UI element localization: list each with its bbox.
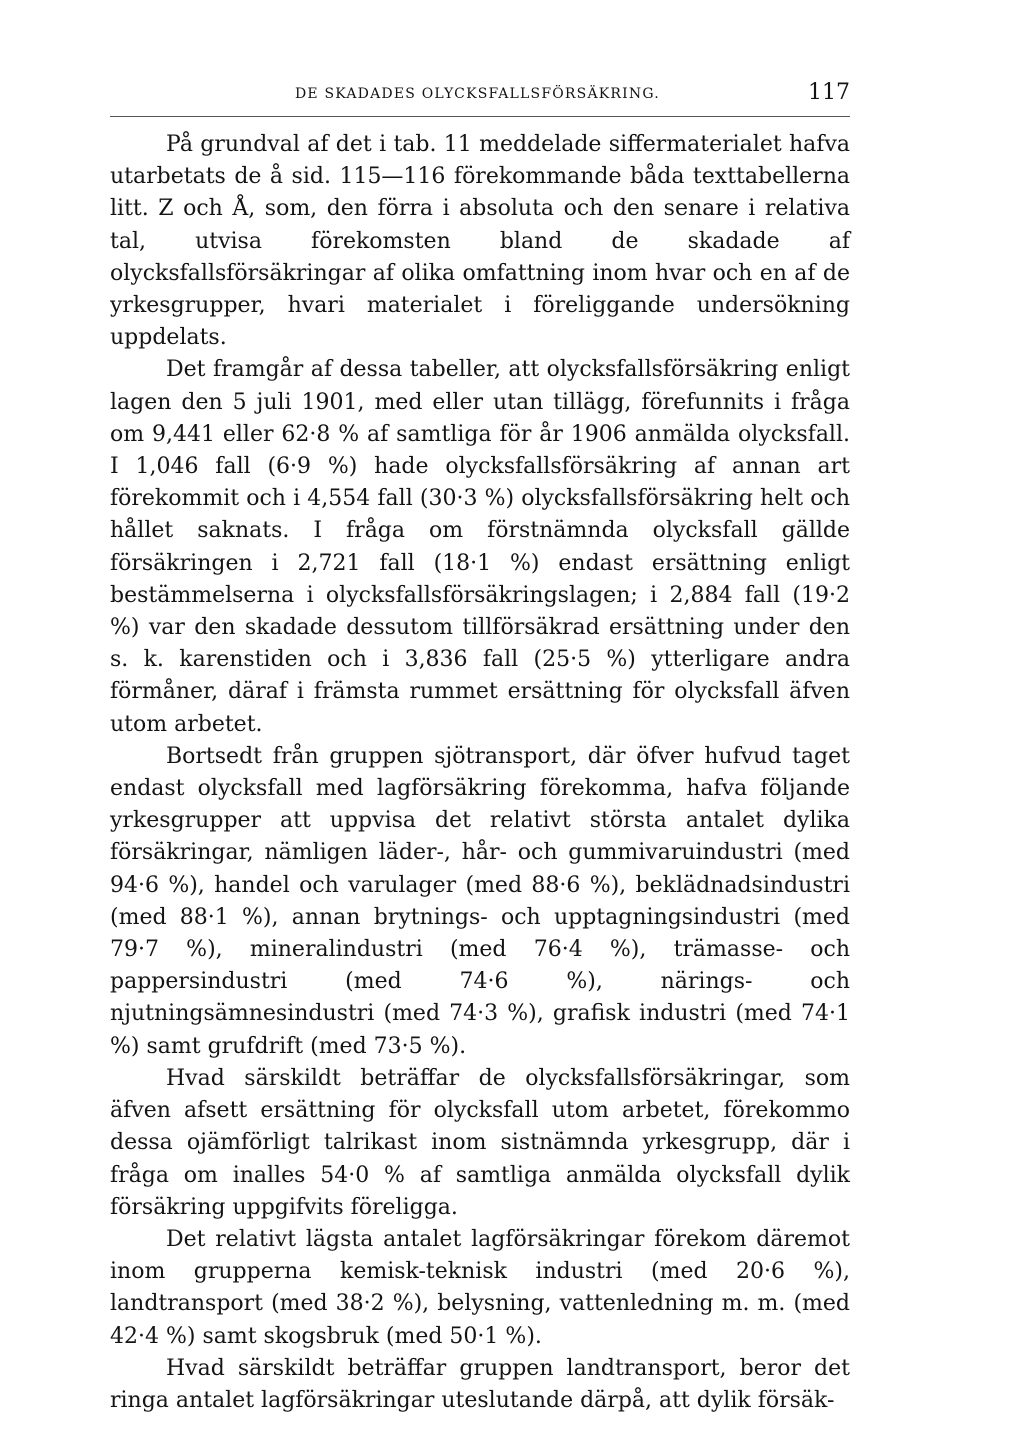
page-header [110,80,850,117]
paragraph: Det relativt lägsta antalet lagförsäkringar förekom däremot inom grupperna kemisk-teknisk industri (med 20·6 %), landtransport (med 38·2 %), belysning, vattenledning m. m. (med 42·4 %) samt skogsbruk (med 50·1 %). [110,1226,850,1349]
paragraph: På grundval af det i tab. 11 meddelade siffermaterialet hafva utarbetats de å sid. 115—116 förekommande båda texttabellerna litt. Z och Å, som, den förra i absoluta och den senare i relativa tal, utvisa förekomsten bland de skadade af olycksfallsförsäkringar af olika omfattning inom hvar och en af de yrkesgrupper, hvari materialet i föreliggande undersökning uppdelats. [110,132,850,351]
paragraph: Det framgår af dessa tabeller, att olycksfallsförsäkring enligt lagen den 5 juli 1901, med eller utan tillägg, förefunnits i fråga om 9,441 eller 62·8 % af samtliga för år 1906 anmälda olycksfall. I 1,046 fall (6·9 %) hade olycksfallsförsäkring af annan art förekommit och i 4,554 fall (30·3 %) olycksfallsförsäkring helt och hållet saknats. I fråga om förstnämnda olycksfall gällde försäkringen i 2,721 fall (18·1 %) endast ersättning enligt bestämmelserna i olycksfallsförsäkringslagen; i 2,884 fall (19·2 %) var den skadade dessutom tillförsäkrad ersättning under den s. k. karenstiden och i 3,836 fall (25·5 %) ytterligare andra förmåner, däraf i främsta rummet ersättning för olycksfall äfven utom arbetet. [110,357,850,737]
book-page [110,80,850,1417]
paragraph: Hvad särskildt beträffar gruppen landtransport, beror det ringa antalet lagförsäkringar uteslutande därpå, att dylik försäk- [110,1355,850,1413]
body-text [110,129,850,1417]
page-number: 117 [808,80,850,105]
running-title: DE SKADADES OLYCKSFALLSFÖRSÄKRING. [295,86,660,102]
paragraph: Bortsedt från gruppen sjötransport, där öfver hufvud taget endast olycksfall med lagförsäkring förekomma, hafva följande yrkesgrupper att uppvisa det relativt största antalet dylika försäkringar, nämligen läder-, hår- och gummivaruindustri (med 94·6 %), handel och varulager (med 88·6 %), beklädnadsindustri (med 88·1 %), annan brytnings- och upptagningsindustri (med 79·7 %), mineralindustri (med 76·4 %), trämasse- och pappersindustri (med 74·6 %), närings- och njutningsämnesindustri (med 74·3 %), grafisk industri (med 74·1 %) samt grufdrift (med 73·5 %). [110,743,850,1059]
paragraph: Hvad särskildt beträffar de olycksfallsförsäkringar, som äfven afsett ersättning för olycksfall utom arbetet, förekommo dessa ojämförligt talrikast inom sistnämnda yrkesgrupp, där i fråga om inalles 54·0 % af samtliga anmälda olycksfall dylik försäkring uppgifvits föreligga. [110,1065,850,1220]
